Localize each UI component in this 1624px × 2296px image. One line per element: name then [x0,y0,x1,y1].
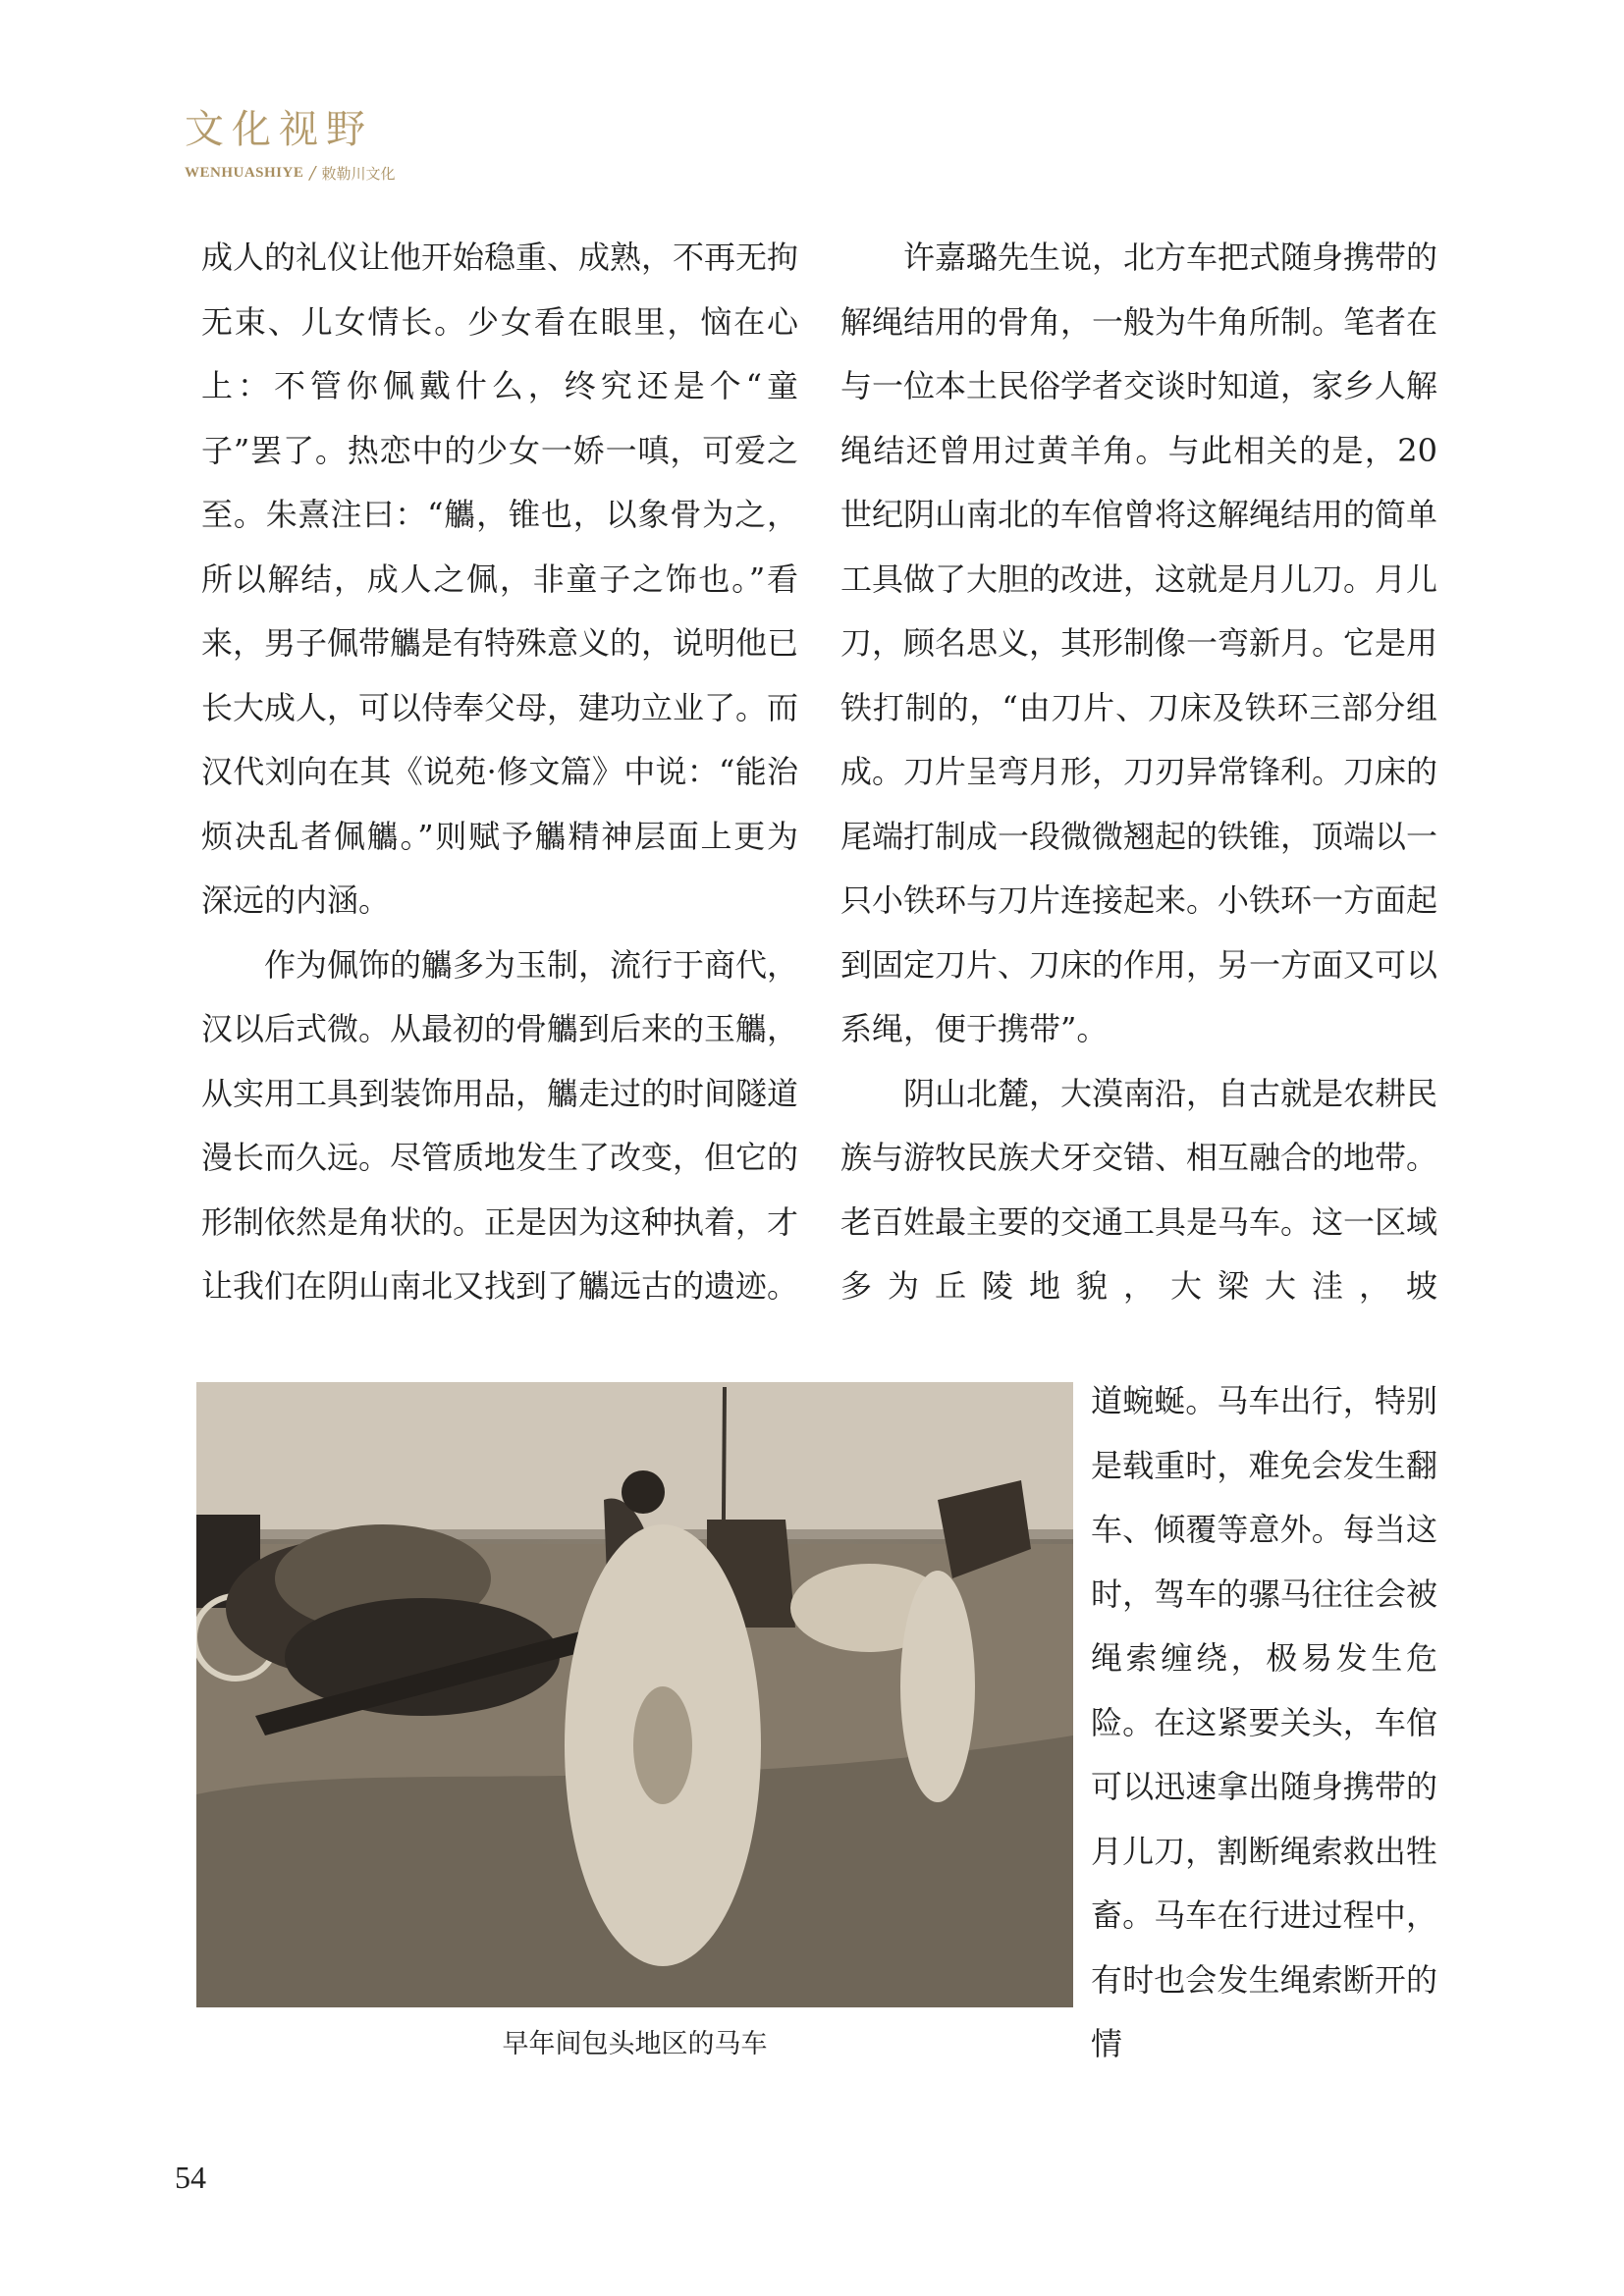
left-text-column [201,226,798,1319]
section-title: 文化视野 [185,107,373,152]
paragraph: 道蜿蜒。马车出行，特别是载重时，难免会发生翻车、倾覆等意外。每当这时，驾车的骡马往往会被绳索缠绕，极易发生危险。在这紧要关头，车倌可以迅速拿出随身携带的月儿刀，割断绳索救出牲畜。马车在行进过程中，有时也会发生绳索断开的情 [1091,1382,1437,2062]
section-pinyin: WENHUASHIYE [185,165,304,181]
page-header [185,107,396,184]
paragraph: 成人的礼仪让他开始稳重、成熟，不再无拘无束、儿女情长。少女看在眼里，恼在心上：不管你佩戴什么，终究还是个“童子”罢了。热恋中的少女一娇一嗔，可爱之至。朱熹注曰：“觿，锥也，以象骨为之，所以解结，成人之佩，非童子之饰也。”看来，男子佩带觿是有特殊意义的，说明他已长大成人，可以侍奉父母，建功立业了。而汉代刘向在其《说苑·修文篇》中说：“能治烦决乱者佩觿。”则赋予觿精神层面上更为深远的内涵。 [201,239,799,919]
header-separator: / [309,163,316,184]
right-text-column [840,226,1437,1319]
column-name: 敕勒川文化 [321,165,396,183]
horse-cart-photo [196,1382,1073,2007]
right-text-continuation [1091,1369,1437,2077]
paragraph: 许嘉璐先生说，北方车把式随身携带的解绳结用的骨角，一般为牛角所制。笔者在与一位本土民俗学者交谈时知道，家乡人解绳结还曾用过黄羊角。与此相关的是，20世纪阴山南北的车倌曾将这解绳结用的简单工具做了大胆的改进，这就是月儿刀。月儿刀，顾名思义，其形制像一弯新月。它是用铁打制的，“由刀片、刀床及铁环三部分组成。刀片呈弯月形，刀刃异常锋利。刀床的尾端打制成一段微微翘起的铁锥，顶端以一只小铁环与刀片连接起来。小铁环一方面起到固定刀片、刀床的作用，另一方面又可以系绳，便于携带”。 [840,239,1438,1047]
header-subtitle [185,163,395,184]
page-number: 54 [175,2160,206,2195]
photo-caption: 早年间包头地区的马车 [502,2029,768,2059]
paragraph: 阴山北麓，大漠南沿，自古就是农耕民族与游牧民族犬牙交错、相互融合的地带。老百姓最主要的交通工具是马车。这一区域多为丘陵地貌，大梁大洼，坡 [840,1074,1438,1305]
paragraph: 作为佩饰的觿多为玉制，流行于商代，汉以后式微。从最初的骨觿到后来的玉觿，从实用工具到装饰用品，觿走过的时间隧道漫长而久远。尽管质地发生了改变，但它的形制依然是角状的。正是因为这种执着，才让我们在阴山南北又找到了觿远古的遗迹。 [201,945,799,1305]
